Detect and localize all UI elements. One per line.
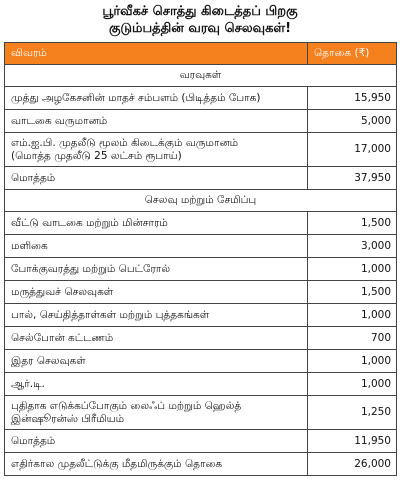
row-amount: 1,250 bbox=[308, 396, 397, 430]
expense-total-label: மொத்தம் bbox=[5, 430, 308, 453]
row-label-line-1: புதிதாக எடுக்கப்போகும் லைஃப் மற்றும் ஹெல்த் bbox=[11, 399, 242, 412]
row-amount: 1,000 bbox=[308, 258, 397, 281]
income-total-row bbox=[5, 167, 397, 190]
row-amount: 1,500 bbox=[308, 281, 397, 304]
table-row bbox=[5, 133, 397, 167]
row-label-line-1: எம்.ஐ.பி. முதலீடு மூலம் கிடைக்கும் வருமானம் bbox=[11, 136, 239, 149]
future-investment-row bbox=[5, 453, 397, 476]
table-row bbox=[5, 373, 397, 396]
income-section-row bbox=[5, 65, 397, 87]
table-row bbox=[5, 350, 397, 373]
expense-total-amount: 11,950 bbox=[308, 430, 397, 453]
table-row bbox=[5, 281, 397, 304]
row-label bbox=[5, 133, 308, 167]
income-section-title: வரவுகள் bbox=[5, 65, 397, 87]
row-label: இதர செலவுகள் bbox=[5, 350, 308, 373]
header-amount: தொகை (₹) bbox=[308, 43, 397, 65]
table-row bbox=[5, 327, 397, 350]
expense-section-title: செலவு மற்றும் சேமிப்பு bbox=[5, 190, 397, 212]
row-label: முத்து அழகேசனின் மாதச் சம்பளம் (பிடித்தம் போக) bbox=[5, 87, 308, 110]
income-total-label: மொத்தம் bbox=[5, 167, 308, 190]
row-amount: 3,000 bbox=[308, 235, 397, 258]
title-line-2: குடும்பத்தின் வரவு செலவுகள்! bbox=[108, 21, 292, 36]
row-label: செல்போன் கட்டணம் bbox=[5, 327, 308, 350]
page-title bbox=[0, 0, 400, 40]
row-label: பால், செய்தித்தாள்கள் மற்றும் புத்தகங்கள் bbox=[5, 304, 308, 327]
row-amount: 15,950 bbox=[308, 87, 397, 110]
table-row bbox=[5, 304, 397, 327]
row-label: மருத்துவச் செலவுகள் bbox=[5, 281, 308, 304]
row-label: போக்குவரத்து மற்றும் பெட்ரோல் bbox=[5, 258, 308, 281]
expense-section-row bbox=[5, 190, 397, 212]
table-row bbox=[5, 396, 397, 430]
row-label: மளிகை bbox=[5, 235, 308, 258]
row-amount: 1,000 bbox=[308, 304, 397, 327]
income-total-amount: 37,950 bbox=[308, 167, 397, 190]
row-label: ஆர்.டி. bbox=[5, 373, 308, 396]
table-row bbox=[5, 235, 397, 258]
table-row bbox=[5, 258, 397, 281]
expense-total-row bbox=[5, 430, 397, 453]
title-line-1: பூர்வீகச் சொத்து கிடைத்தப் பிறகு bbox=[102, 4, 298, 19]
table-row bbox=[5, 87, 397, 110]
row-amount: 1,000 bbox=[308, 350, 397, 373]
table-row bbox=[5, 110, 397, 133]
row-amount: 1,500 bbox=[308, 212, 397, 235]
table-row bbox=[5, 212, 397, 235]
future-investment-amount: 26,000 bbox=[308, 453, 397, 476]
row-label-line-2: இன்ஷூரன்ஸ் பிரீமியம் bbox=[11, 412, 125, 425]
row-amount: 700 bbox=[308, 327, 397, 350]
table-header-row bbox=[5, 43, 397, 65]
future-investment-label: எதிர்கால முதலீட்டுக்கு மீதமிருக்கும் தொகை bbox=[5, 453, 308, 476]
row-label bbox=[5, 396, 308, 430]
row-amount: 5,000 bbox=[308, 110, 397, 133]
budget-table bbox=[4, 42, 397, 476]
header-description: விவரம் bbox=[5, 43, 308, 65]
row-label: வாடகை வருமானம் bbox=[5, 110, 308, 133]
row-amount: 17,000 bbox=[308, 133, 397, 167]
row-amount: 1,000 bbox=[308, 373, 397, 396]
row-label-line-2: (மொத்த முதலீடு 25 லட்சம் ரூபாய்) bbox=[11, 149, 182, 162]
row-label: வீட்டு வாடகை மற்றும் மின்சாரம் bbox=[5, 212, 308, 235]
